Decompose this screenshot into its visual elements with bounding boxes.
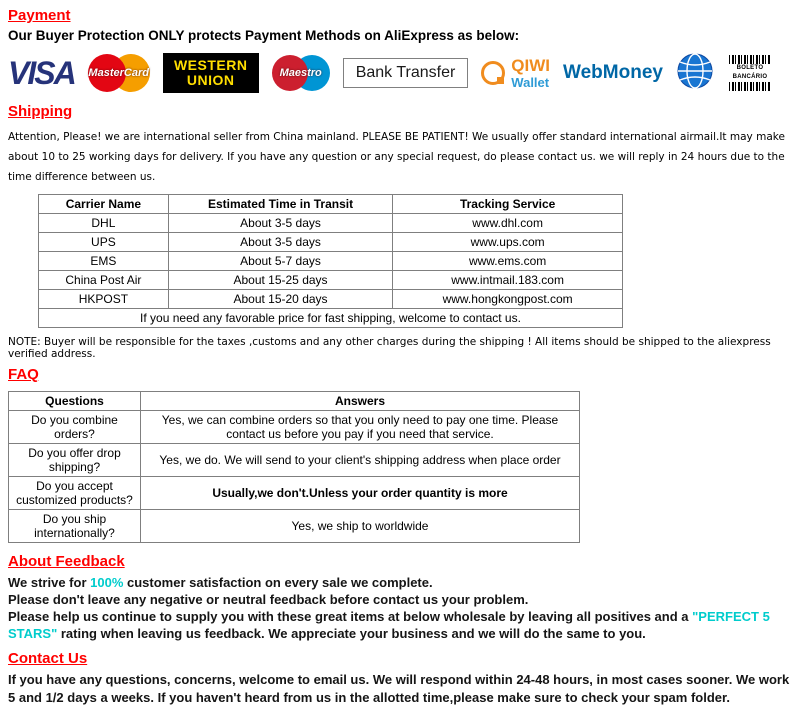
western-union-logo	[163, 53, 259, 93]
shipping-table-row	[39, 213, 623, 232]
shipping-table-row	[39, 270, 623, 289]
faq-heading: FAQ	[8, 365, 39, 383]
qiwi-icon	[481, 61, 505, 85]
qiwi-wallet-logo	[481, 57, 550, 89]
qiwi-wallet-word: Wallet	[511, 75, 550, 90]
faq-table-row	[9, 476, 580, 509]
shipping-table-row	[39, 232, 623, 251]
carrier-name-cell: DHL	[39, 213, 169, 232]
feedback-line3-post: rating when leaving us feedback. We appreciate your business and we will do the same to you.	[57, 626, 646, 642]
faq-answer-cell: Yes, we do. We will send to your client's shipping address when place order	[141, 443, 580, 476]
feedback-heading: About Feedback	[8, 552, 125, 570]
shipping-table-footer-row	[39, 308, 623, 327]
shipping-table-header-row	[39, 194, 623, 213]
shipping-table	[38, 194, 623, 328]
carrier-name-header: Carrier Name	[39, 194, 169, 213]
bank-transfer-logo: Bank Transfer	[343, 58, 469, 88]
payment-methods-row	[8, 51, 792, 95]
faq-answer-cell: Usually,we don't.Unless your order quantity is more	[141, 476, 580, 509]
boleto-line2: BANCÁRIO	[732, 73, 768, 80]
mastercard-wordmark: MasterCard	[88, 67, 149, 79]
boleto-barcode-icon-bottom	[729, 82, 771, 91]
shipping-heading: Shipping	[8, 103, 73, 120]
boleto-barcode-icon	[729, 55, 771, 64]
carrier-name-cell: HKPOST	[39, 289, 169, 308]
shipping-note-text: NOTE: Buyer will be responsible for the taxes ,customs and any other charges during the shipping ! All items should be shipped to the aliexpress verified address.	[8, 335, 771, 360]
tracking-site-cell: www.intmail.183.com	[393, 270, 623, 289]
feedback-line1-post: customer satisfaction on every sale we complete.	[123, 574, 433, 590]
payment-heading: Payment	[8, 7, 71, 24]
faq-question-cell: Do you accept customized products?	[9, 476, 141, 509]
transit-time-header: Estimated Time in Transit	[168, 194, 393, 213]
mastercard-logo	[88, 53, 150, 93]
faq-table-header-row	[9, 391, 580, 410]
feedback-line3-pre: Please help us continue to supply you with these great items at below wholesale by leaving all positives and a	[8, 609, 693, 625]
faq-answer-cell: Yes, we can combine orders so that you only need to pay one time. Please contact us before you pay if you need that service.	[141, 410, 580, 443]
faq-question-cell: Do you offer drop shipping?	[9, 443, 141, 476]
transit-time-cell: About 3-5 days	[168, 213, 393, 232]
tracking-service-header: Tracking Service	[393, 194, 623, 213]
shipping-table-footer-cell: If you need any favorable price for fast shipping, welcome to contact us.	[39, 308, 623, 327]
payment-intro: Our Buyer Protection ONLY protects Payment Methods on AliExpress as below:	[8, 28, 520, 43]
contact-heading: Contact Us	[8, 650, 88, 668]
webmoney-logo: WebMoney	[563, 62, 663, 83]
maestro-logo	[272, 53, 330, 93]
feedback-line-1	[8, 574, 792, 591]
maestro-wordmark: Maestro	[279, 67, 322, 79]
feedback-line-2: Please don't leave any negative or neutral feedback before contact us your problem.	[8, 591, 529, 607]
faq-table	[8, 391, 580, 543]
feedback-line-3	[8, 608, 792, 642]
feedback-stars-highlight: "PERFECT 5 STARS"	[8, 609, 770, 642]
faq-answers-header: Answers	[141, 391, 580, 410]
carrier-name-cell: China Post Air	[39, 270, 169, 289]
tracking-site-cell: www.hongkongpost.com	[393, 289, 623, 308]
carrier-name-cell: EMS	[39, 251, 169, 270]
transit-time-cell: About 3-5 days	[168, 232, 393, 251]
faq-table-row	[9, 509, 580, 542]
carrier-name-cell: UPS	[39, 232, 169, 251]
faq-answer-cell: Yes, we ship to worldwide	[141, 509, 580, 542]
tracking-site-cell: www.ems.com	[393, 251, 623, 270]
faq-questions-header: Questions	[9, 391, 141, 410]
faq-question-cell: Do you combine orders?	[9, 410, 141, 443]
shipping-table-row	[39, 251, 623, 270]
feedback-100-percent-highlight: 100%	[90, 574, 124, 590]
shipping-table-row	[39, 289, 623, 308]
shipping-attention-text: Attention, Please! we are international seller from China mainland. PLEASE BE PATIENT! We usually offer standard international airmail.It may make about 10 to 25 working days for delivery. If you have any question or any special request, do please contact us. we will reply in 24 hours due to the time difference between us.	[8, 131, 785, 183]
feedback-line1-pre: We strive for	[8, 574, 91, 590]
western-union-line1: WESTERN	[173, 57, 248, 74]
transit-time-cell: About 15-25 days	[168, 270, 393, 289]
transit-time-cell: About 5-7 days	[168, 251, 393, 270]
contact-text: If you have any questions, concerns, welcome to email us. We will respond within 24-48 hours, in most cases sooner. We work 5 and 1/2 days a weeks. If you haven't heard from us in the allotted time,please make sure to check your spam folder.	[8, 672, 790, 705]
tracking-site-cell: www.ups.com	[393, 232, 623, 251]
qiwi-wordmark	[511, 57, 550, 89]
boleto-bancario-logo	[727, 55, 773, 91]
faq-table-row	[9, 410, 580, 443]
qiwi-word: QIWI	[511, 56, 551, 75]
visa-logo: VISA	[8, 54, 75, 91]
globe-icon	[676, 52, 714, 95]
western-union-line2: UNION	[186, 72, 235, 88]
tracking-site-cell: www.dhl.com	[393, 213, 623, 232]
qiwi-icon-tail	[497, 77, 504, 84]
faq-table-row	[9, 443, 580, 476]
boleto-line1: BOLETO	[736, 65, 764, 71]
faq-question-cell: Do you ship internationally?	[9, 509, 141, 542]
transit-time-cell: About 15-20 days	[168, 289, 393, 308]
